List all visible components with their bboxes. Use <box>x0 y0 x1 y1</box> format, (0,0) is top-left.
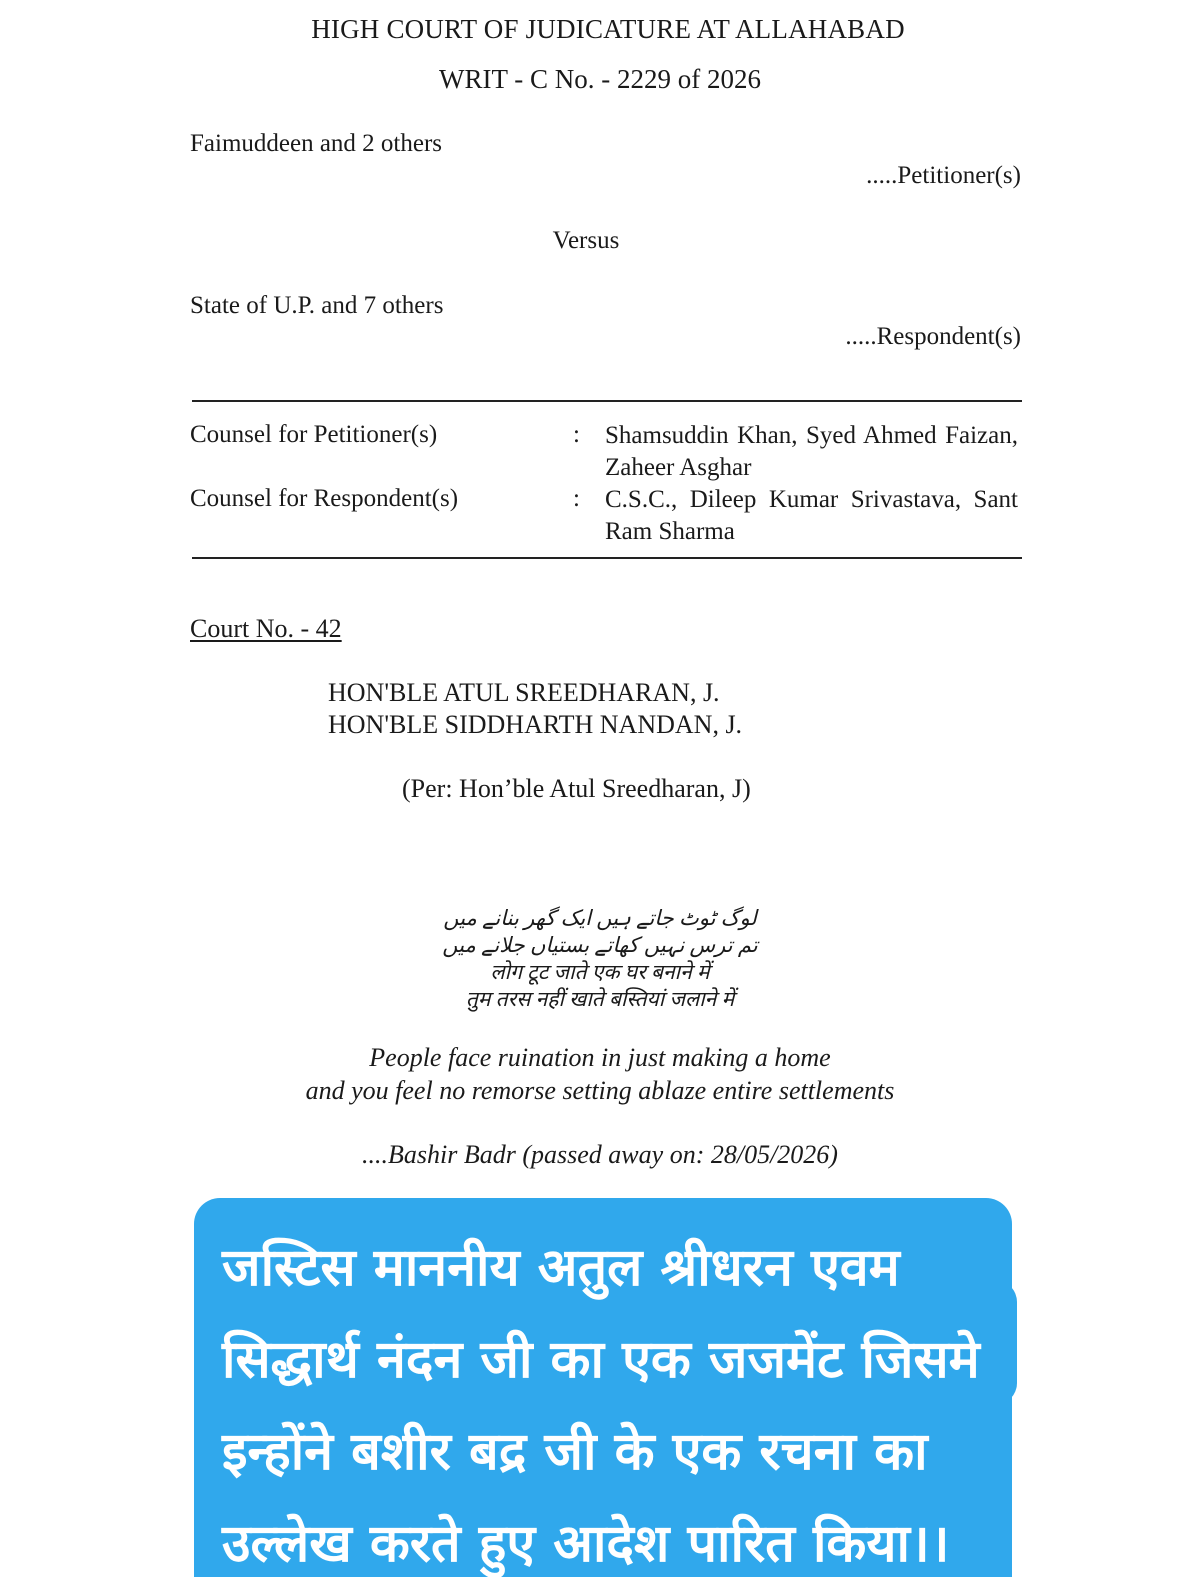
respondent-counsel-colon: : <box>573 485 580 512</box>
court-title: HIGH COURT OF JUDICATURE AT ALLAHABAD <box>311 14 905 44</box>
versus-label: Versus <box>552 227 620 254</box>
urdu-verse-line-1: لوگ ٹوٹ جاتے ہیں ایک گھر بنانے میں <box>443 906 757 930</box>
translation-line-1: People face ruination in just making a home <box>369 1043 831 1072</box>
petitioner-name: Faimuddeen and 2 others <box>190 130 443 157</box>
poet-attribution: ....Bashir Badr (passed away on: 28/05/2026) <box>362 1140 838 1169</box>
urdu-verse-line-2: تم ترس نہیں کھاتے بستیاں جلانے میں <box>442 933 758 957</box>
bottom-divider <box>192 557 1022 559</box>
english-translation <box>0 1041 1179 1107</box>
top-divider <box>192 400 1022 402</box>
judge-2: HON'BLE SIDDHARTH NANDAN, J. <box>328 710 743 739</box>
court-number: Court No. - 42 <box>190 614 342 643</box>
hindi-verse-line-1: लोग टूट जाते एक घर बनाने में <box>490 960 710 984</box>
respondent-counsel-names: C.S.C., Dileep Kumar Srivastava, Sant Ram Sharma <box>605 486 1018 545</box>
caption-text: जस्टिस माननीय अतुल श्रीधरन एवम सिद्धार्थ नंदन जी का एक जजमेंट जिसमे इन्होंने बशीर बद्र जी के एक रचना का उल्लेख करते हुए आदेश पारित किया।। <box>222 1238 980 1574</box>
petitioner-counsel-colon: : <box>573 421 580 448</box>
petitioner-counsel-label: Counsel for Petitioner(s) <box>190 421 438 448</box>
petitioner-counsel-names: Shamsuddin Khan, Syed Ahmed Faizan, Zaheer Asghar <box>605 422 1018 481</box>
hindi-verse-line-2: तुम तरस नहीं खाते बस्तियां जलाने में <box>465 987 735 1011</box>
translation-line-2: and you feel no remorse setting ablaze entire settlements <box>305 1076 895 1105</box>
authored-by: (Per: Hon’ble Atul Sreedharan, J) <box>402 774 751 803</box>
writ-number: WRIT - C No. - 2229 of 2026 <box>439 64 761 94</box>
judge-1: HON'BLE ATUL SREEDHARAN, J. <box>328 678 720 707</box>
respondent-name: State of U.P. and 7 others <box>190 292 444 319</box>
petitioner-role: .....Petitioner(s) <box>866 162 1021 189</box>
respondent-counsel-label: Counsel for Respondent(s) <box>190 485 459 512</box>
respondent-role: .....Respondent(s) <box>845 323 1021 350</box>
